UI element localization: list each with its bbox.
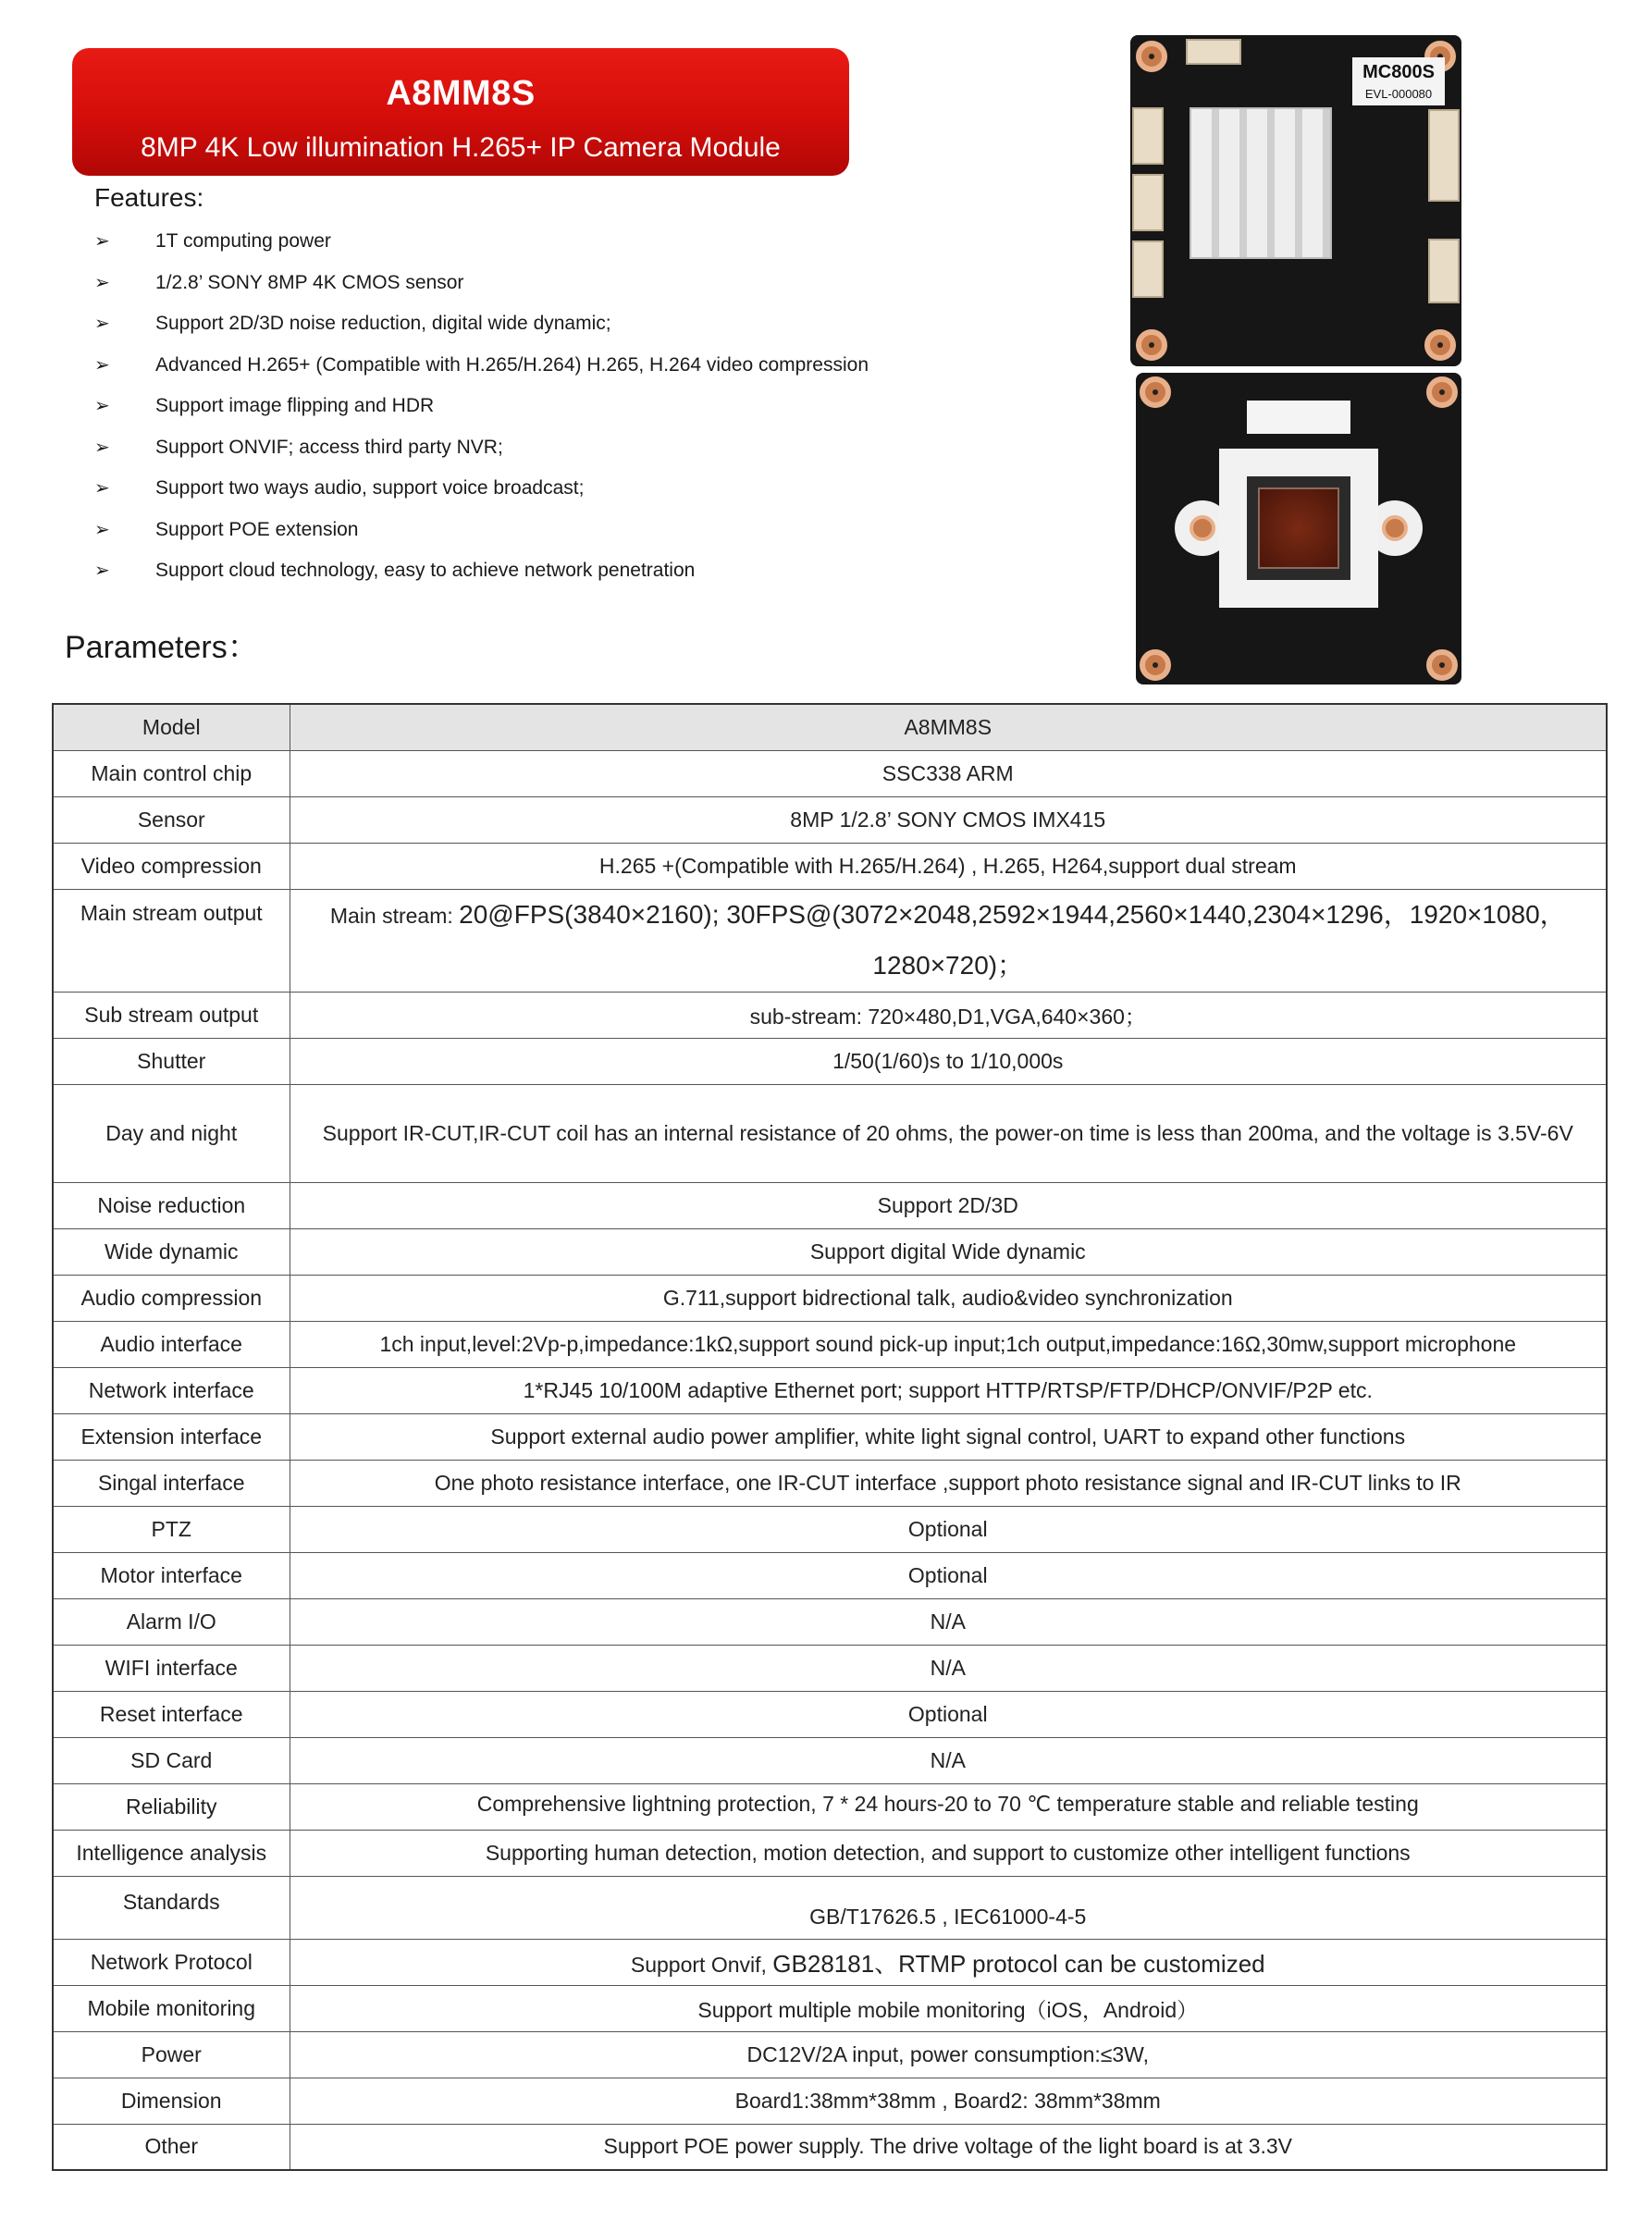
mounting-hole-icon [1140,376,1171,408]
feature-item: ➢ Support POE extension [94,514,869,556]
mounting-hole-icon [1426,376,1458,408]
table-row: Power DC12V/2A input, power consumption:≤3W, [53,2031,1607,2078]
sensor-label-icon [1247,401,1350,434]
feature-item: ➢ Support cloud technology, easy to achieve network penetration [94,555,869,597]
main-board-photo [1130,35,1461,366]
table-row: Other Support POE power supply. The drive voltage of the light board is at 3.3V [53,2124,1607,2170]
bullet-arrow-icon: ➢ [94,396,110,416]
connector-icon [1428,239,1460,303]
table-row: Network Protocol Support Onvif, GB28181、RTMP protocol can be customized [53,1939,1607,1985]
feature-item: ➢ 1/2.8’ SONY 8MP 4K CMOS sensor [94,267,869,309]
feature-item: ➢ Support 2D/3D noise reduction, digital wide dynamic; [94,308,869,350]
product-subtitle: 8MP 4K Low illumination H.265+ IP Camera Module [141,132,781,163]
parameters-table [52,703,1608,2171]
connector-icon [1428,109,1460,202]
bullet-arrow-icon: ➢ [94,314,110,334]
bullet-arrow-icon: ➢ [94,478,110,499]
feature-item: ➢ Support image flipping and HDR [94,390,869,432]
table-row: Shutter 1/50(1/60)s to 1/10,000s [53,1038,1607,1084]
mounting-hole-icon [1426,649,1458,681]
mounting-hole-icon [1136,329,1167,361]
features-list [94,226,869,597]
bullet-arrow-icon: ➢ [94,561,110,581]
feature-item: ➢ Support two ways audio, support voice broadcast; [94,473,869,514]
mounting-hole-icon [1136,41,1167,72]
image-sensor-icon [1219,449,1378,608]
table-row: Model A8MM8S [53,704,1607,750]
table-row: PTZ Optional [53,1506,1607,1552]
table-row: Noise reduction Support 2D/3D [53,1182,1607,1228]
bullet-arrow-icon: ➢ [94,437,110,458]
title-banner [72,48,849,176]
table-row: Audio interface 1ch input,level:2Vp-p,impedance:1kΩ,support sound pick-up input;1ch output,impedance:16Ω,30mw,support microphone [53,1321,1607,1367]
table-row: Singal interface One photo resistance interface, one IR-CUT interface ,support photo resistance signal and IR-CUT links to IR [53,1460,1607,1506]
table-row: Video compression H.265 +(Compatible with H.265/H.264) , H.265, H264,support dual stream [53,843,1607,889]
mounting-hole-icon [1424,329,1456,361]
product-model-title: A8MM8S [386,74,536,113]
table-row: Wide dynamic Support digital Wide dynamic [53,1228,1607,1275]
table-row: Sub stream output sub-stream: 720×480,D1,VGA,640×360； [53,992,1607,1038]
feature-item: ➢ Support ONVIF; access third party NVR; [94,432,869,474]
chip-label: MC800S EVL-000080 [1352,57,1445,105]
table-row: Reliability Comprehensive lightning protection, 7 * 24 hours-20 to 70 ℃ temperature stable and reliable testing [53,1783,1607,1830]
mounting-hole-icon [1140,649,1171,681]
table-row: SD Card N/A [53,1737,1607,1783]
table-row: Reset interface Optional [53,1691,1607,1737]
bullet-arrow-icon: ➢ [94,272,110,293]
table-row: Motor interface Optional [53,1552,1607,1598]
table-row: Audio compression G.711,support bidrectional talk, audio&video synchronization [53,1275,1607,1321]
table-row: Main control chip SSC338 ARM [53,750,1607,796]
table-row: Dimension Board1:38mm*38mm , Board2: 38mm*38mm [53,2078,1607,2124]
feature-item: ➢ Advanced H.265+ (Compatible with H.265/H.264) H.265, H.264 video compression [94,350,869,391]
connector-icon [1132,174,1164,231]
sensor-board-photo [1136,373,1461,684]
table-row: WIFI interface N/A [53,1645,1607,1691]
table-row: Main stream output Main stream: 20@FPS(3840×2160); 30FPS@(3072×2048,2592×1944,2560×1440,2304×1296，1920×1080，1280×720)； [53,889,1607,992]
table-row: Intelligence analysis Supporting human detection, motion detection, and support to customize other intelligent functions [53,1830,1607,1876]
parameters-heading: Parameters： [65,630,259,665]
connector-icon [1132,240,1164,298]
heatsink-icon [1190,107,1332,259]
bullet-arrow-icon: ➢ [94,354,110,376]
connector-icon [1186,39,1241,65]
table-row: Day and night Support IR-CUT,IR-CUT coil has an internal resistance of 20 ohms, the power-on time is less than 200ma, and the voltage is 3.5V-6V [53,1084,1607,1182]
features-heading: Features: [94,183,204,212]
table-row: Network interface 1*RJ45 10/100M adaptive Ethernet port; support HTTP/RTSP/FTP/DHCP/ONVIF/P2P etc. [53,1367,1607,1413]
table-row: Extension interface Support external audio power amplifier, white light signal control, UART to expand other functions [53,1413,1607,1460]
bullet-arrow-icon: ➢ [94,231,110,252]
table-row: Alarm I/O N/A [53,1598,1607,1645]
connector-icon [1132,107,1164,165]
table-row: Mobile monitoring Support multiple mobile monitoring（iOS，Android） [53,1985,1607,2031]
bullet-arrow-icon: ➢ [94,519,110,540]
table-row: Sensor 8MP 1/2.8’ SONY CMOS IMX415 [53,796,1607,843]
table-row: Standards GB/T17626.5 , IEC61000-4-5 [53,1876,1607,1939]
feature-item: ➢ 1T computing power [94,226,869,267]
